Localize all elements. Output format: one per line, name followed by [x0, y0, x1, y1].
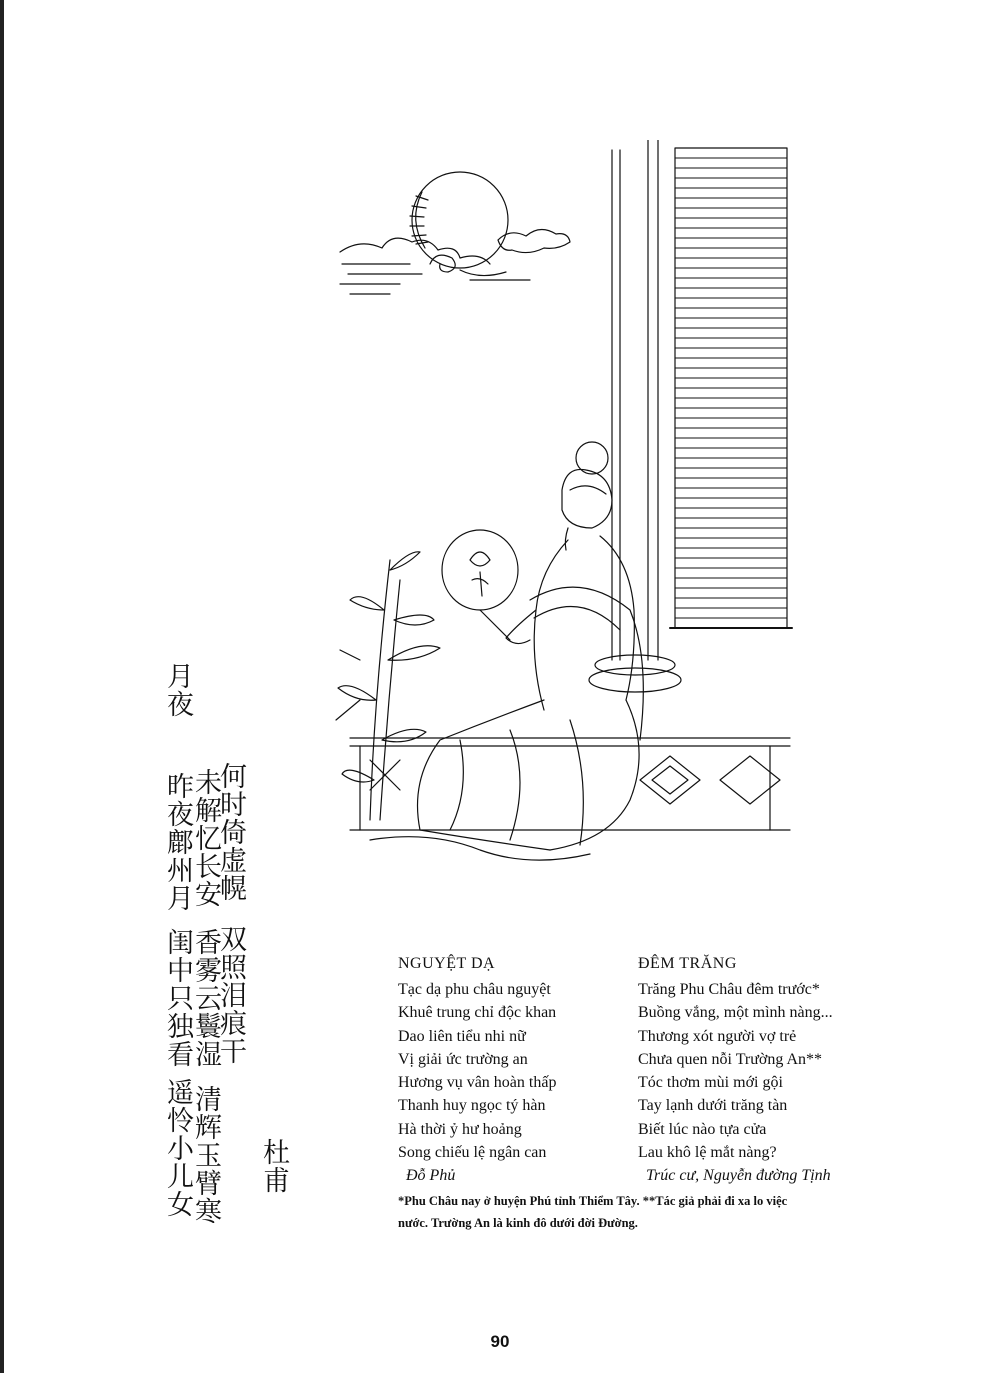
- poem-line: Dao liên tiểu nhi nữ: [398, 1027, 526, 1045]
- poem-line: Chưa quen nỗi Trường An**: [638, 1050, 823, 1068]
- poem-line: Thương xót người vợ trẻ: [638, 1027, 797, 1045]
- poem-line: Biết lúc nào tựa cửa: [638, 1120, 767, 1138]
- poem-line: Buồng vắng, một mình nàng...: [638, 1004, 833, 1022]
- veranda-railing: [350, 738, 790, 830]
- poem-translation-title: ĐÊM TRĂNG: [638, 955, 737, 972]
- footnote-line: nước. Trường An là kinh đô dưới đời Đường.: [398, 1216, 638, 1230]
- bamboo-plant: [336, 552, 440, 820]
- chinese-column: 双照泪痕干: [215, 925, 246, 1065]
- poem-line: Tóc thơm mùi mới gội: [638, 1074, 783, 1092]
- page-edge-shadow: [0, 0, 4, 1373]
- poem-translation-author: Trúc cư, Nguyễn đường Tịnh: [646, 1167, 831, 1185]
- poem-translation: [638, 955, 878, 1187]
- poem-line: Tạc dạ phu châu nguyệt: [398, 981, 551, 998]
- lady-moon-illustration: [330, 140, 800, 870]
- poem-line: Vị giải ức trường an: [398, 1050, 528, 1068]
- chinese-column: 清辉玉臂寒: [190, 1085, 221, 1225]
- chinese-column: 遥怜小儿女: [162, 1078, 193, 1218]
- clouds: [340, 229, 570, 294]
- page-number: 90: [490, 1332, 510, 1351]
- poem-line: Song chiếu lệ ngân can: [398, 1144, 547, 1162]
- poem-line: Tay lạnh dưới trăng tàn: [638, 1097, 788, 1115]
- poem-original: [398, 955, 638, 1187]
- moon: [410, 172, 508, 268]
- chinese-column: 昨夜鄜州月: [162, 772, 193, 912]
- chinese-column: 何时倚虚幌: [215, 762, 246, 902]
- seated-woman: [370, 442, 643, 860]
- bamboo-blind: [670, 148, 792, 628]
- poem-line: Hà thời ỷ hư hoảng: [398, 1120, 522, 1138]
- poem-original-title: NGUYỆT DẠ: [398, 955, 496, 972]
- veranda-pillar: [589, 140, 681, 692]
- poem-original-author: Đỗ Phủ: [406, 1167, 456, 1185]
- poem-line: Hương vụ vân hoàn thấp: [398, 1074, 557, 1092]
- chinese-title: 月夜: [162, 662, 193, 718]
- footnote-line: *Phu Châu nay ở huyện Phú tỉnh Thiểm Tây. **Tác giả phải đi xa lo việc: [398, 1194, 788, 1208]
- footnotes: [398, 1190, 878, 1234]
- poem-line: Lau khô lệ mắt nàng?: [638, 1144, 777, 1162]
- poem-line: Khuê trung chỉ độc khan: [398, 1004, 557, 1022]
- chinese-author: 杜甫: [258, 1138, 289, 1194]
- poem-line: Thanh huy ngọc tý hàn: [398, 1097, 546, 1115]
- chinese-column: 未解忆长安: [190, 768, 221, 908]
- chinese-column: 闺中只独看: [162, 928, 193, 1068]
- chinese-column: 香雾云鬟湿: [190, 928, 221, 1068]
- poem-line: Trăng Phu Châu đêm trước*: [638, 981, 820, 998]
